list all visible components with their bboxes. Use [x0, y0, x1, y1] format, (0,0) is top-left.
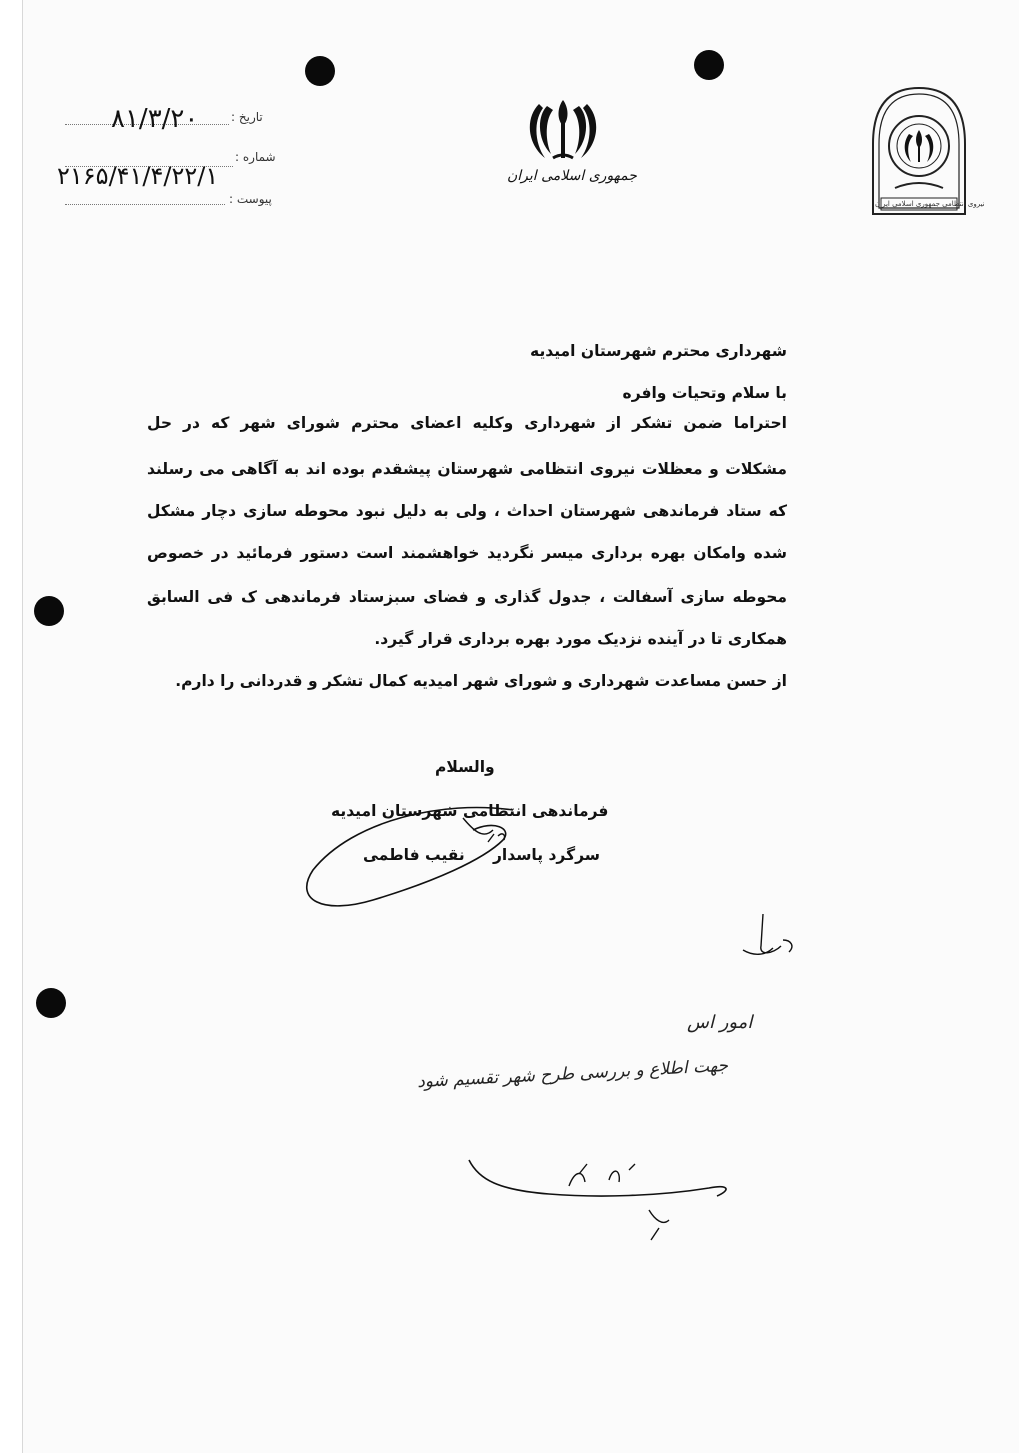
sender-title: فرماندهی انتظامی شهرستان امیدیه — [331, 802, 609, 820]
date-label: تاریخ : — [231, 110, 263, 124]
annotation-note: جهت اطلاع و بررسی طرح شهر تقسیم شود — [416, 1055, 729, 1093]
body-line: همکاری تا در آینده نزدیک مورد بهره برداری قرار گیرد. — [374, 630, 787, 648]
body-line: شده وامکان بهره برداری میسر نگردید خواهشمند است دستور فرمائید در خصوص — [147, 544, 787, 562]
greeting-line: با سلام وتحیات وافره — [622, 384, 787, 402]
annotation-signature — [459, 1150, 739, 1240]
emblem-caption: جمهوری اسلامی ایران — [507, 168, 637, 184]
body-line: احتراما ضمن تشکر از شهرداری وکلیه اعضای محترم شورای شهر که در حل — [147, 414, 787, 432]
iran-emblem-icon — [523, 96, 603, 166]
punch-hole — [694, 50, 724, 80]
sender-name: نقیب فاطمی — [363, 846, 465, 864]
body-line: که ستاد فرماندهی شهرستان احداث ، ولی به دلیل نبود محوطه سازی دچار مشکل — [147, 502, 787, 520]
date-value: ۸۱/۳/۲۰ — [111, 104, 199, 134]
punch-hole — [305, 56, 335, 86]
letter-body — [147, 330, 787, 730]
valediction: والسلام — [435, 758, 495, 776]
punch-hole — [36, 988, 66, 1018]
handwritten-mark — [733, 910, 813, 970]
police-emblem-icon — [869, 84, 969, 218]
letter-page — [22, 0, 1019, 1453]
attachment-label: پیوست : — [229, 192, 272, 206]
police-emblem-text: نیروی انتظامی جمهوری اسلامی ایران — [875, 200, 985, 208]
annotation-note: امور اس — [687, 1012, 753, 1033]
number-value: ۲۱۶۵/۴۱/۴/۲۲/۱ — [57, 162, 219, 190]
body-line: محوطه سازی آسفالت ، جدول گذاری و فضای سبزستاد فرماندهی ک فی السابق — [147, 588, 787, 606]
body-line: مشکلات و معظلات نیروی انتظامی شهرستان پیشقدم بوده اند به آگاهی می رسلند — [147, 460, 787, 478]
sender-rank: سرگرد پاسدار — [493, 846, 600, 864]
punch-hole — [34, 596, 64, 626]
signature-scribble — [293, 790, 613, 920]
closing-line: از حسن مساعدت شهرداری و شورای شهر امیدیه کمال تشکر و قدردانی را دارم. — [175, 672, 787, 690]
number-label: شماره : — [235, 150, 276, 164]
attachment-dotted-line — [65, 204, 225, 205]
recipient-line: شهرداری محترم شهرستان امیدیه — [530, 342, 787, 360]
